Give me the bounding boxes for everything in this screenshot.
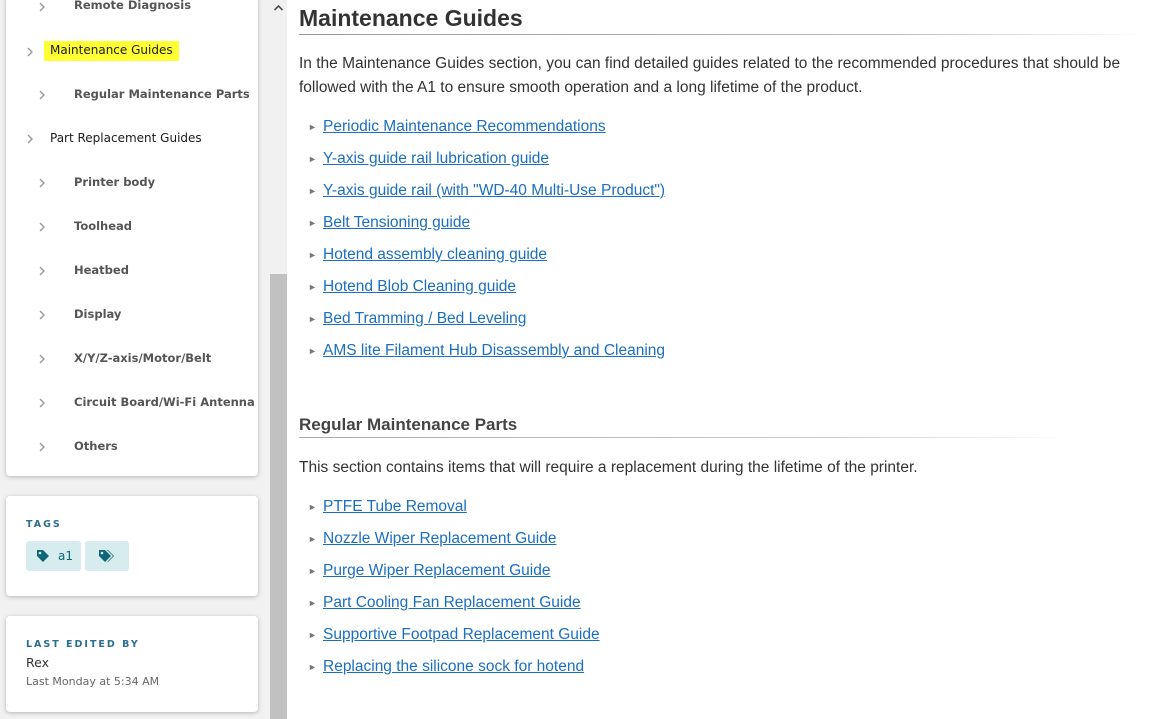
bullet-icon: ► xyxy=(308,346,317,356)
guide-link[interactable]: Hotend assembly cleaning guide xyxy=(323,246,548,263)
intro-paragraph: In the Maintenance Guides section, you can find detailed guides related to the recommended procedures that should be followed with the A1 to ensure smooth operation and a long lifetime of the product. xyxy=(299,55,1121,96)
scrollbar-thumb[interactable] xyxy=(270,274,287,719)
tags-caption: TAGS xyxy=(26,519,62,530)
chevron-right-icon xyxy=(36,177,48,189)
editor-name: Rex xyxy=(26,655,49,670)
toc-item-label: Display xyxy=(74,307,122,321)
bullet-icon: ► xyxy=(308,502,317,512)
guide-link[interactable]: AMS lite Filament Hub Disassembly and Cleaning xyxy=(323,342,666,359)
bullet-icon: ► xyxy=(308,218,317,228)
toc-panel xyxy=(6,0,258,476)
page-title: Maintenance Guides xyxy=(299,5,523,31)
chevron-right-icon xyxy=(36,353,48,365)
toc-item-label: Others xyxy=(74,439,118,453)
chevron-right-icon xyxy=(36,265,48,277)
toc-item-label: Circuit Board/Wi-Fi Antenna xyxy=(74,395,255,409)
toc-item-remote-diagnosis[interactable] xyxy=(6,0,258,27)
toc-item-others[interactable] xyxy=(6,427,258,467)
toc-item-label: Toolhead xyxy=(74,219,133,233)
chevron-right-icon xyxy=(24,133,36,145)
chevron-right-icon xyxy=(36,1,48,13)
section-divider xyxy=(299,437,1069,438)
scroll-up-arrow-icon[interactable] xyxy=(270,0,287,16)
bullet-icon: ► xyxy=(308,566,317,576)
toc-item-toolhead[interactable] xyxy=(6,207,258,247)
bullet-icon: ► xyxy=(308,598,317,608)
toc-item-label: Remote Diagnosis xyxy=(74,0,192,12)
toc-item-label: Maintenance Guides xyxy=(44,41,179,61)
tag-chip-label: a1 xyxy=(58,549,73,563)
bullet-icon: ► xyxy=(308,314,317,324)
tag-chip-a1[interactable] xyxy=(26,541,81,571)
toc-item-label: Heatbed xyxy=(74,263,129,277)
toc-item-display[interactable] xyxy=(6,295,258,335)
last-edited-panel xyxy=(6,616,258,712)
guide-link[interactable]: Y-axis guide rail (with "WD-40 Multi-Use Product") xyxy=(323,182,666,199)
toc-item-label: Part Replacement Guides xyxy=(50,131,202,145)
toc-item-circuit-board-wifi-antenna[interactable] xyxy=(6,383,258,423)
toc-item-printer-body[interactable] xyxy=(6,163,258,203)
part-link[interactable]: Part Cooling Fan Replacement Guide xyxy=(323,594,581,611)
tags-icon xyxy=(98,549,116,563)
guide-link[interactable]: Belt Tensioning guide xyxy=(323,214,471,231)
chevron-right-icon xyxy=(36,309,48,321)
bullet-icon: ► xyxy=(308,186,317,196)
all-tags-button[interactable] xyxy=(85,541,129,571)
tag-icon xyxy=(36,549,50,563)
part-link[interactable]: PTFE Tube Removal xyxy=(323,498,467,515)
toc-item-regular-maintenance-parts[interactable] xyxy=(6,75,258,115)
chevron-right-icon xyxy=(36,441,48,453)
guide-link[interactable]: Hotend Blob Cleaning guide xyxy=(323,278,517,295)
last-edited-caption: LAST EDITED BY xyxy=(26,639,140,650)
part-link[interactable]: Purge Wiper Replacement Guide xyxy=(323,562,551,579)
section-paragraph: This section contains items that will require a replacement during the lifetime of the printer. xyxy=(299,459,918,476)
chevron-right-icon xyxy=(24,46,36,58)
bullet-icon: ► xyxy=(308,282,317,292)
section-heading: Regular Maintenance Parts xyxy=(299,415,518,434)
bullet-icon: ► xyxy=(308,250,317,260)
toc-item-heatbed[interactable] xyxy=(6,251,258,291)
toc-item-part-replacement-guides[interactable] xyxy=(6,119,258,159)
bullet-icon: ► xyxy=(308,154,317,164)
toc-item-label: Regular Maintenance Parts xyxy=(74,87,250,101)
edited-timestamp: Last Monday at 5:34 AM xyxy=(26,675,160,688)
bullet-icon: ► xyxy=(308,630,317,640)
guide-link[interactable]: Bed Tramming / Bed Leveling xyxy=(323,310,527,327)
toc-item-maintenance-guides[interactable] xyxy=(6,31,258,71)
title-divider xyxy=(299,34,1144,35)
guide-link[interactable]: Y-axis guide rail lubrication guide xyxy=(323,150,550,167)
bullet-icon: ► xyxy=(308,662,317,672)
toc-item-label: Printer body xyxy=(74,175,156,189)
toc-item-xyz-axis-motor-belt[interactable] xyxy=(6,339,258,379)
part-link[interactable]: Replacing the silicone sock for hotend xyxy=(323,658,585,675)
bullet-icon: ► xyxy=(308,122,317,132)
bullet-icon: ► xyxy=(308,534,317,544)
chevron-right-icon xyxy=(36,397,48,409)
article-content xyxy=(287,0,1156,719)
tags-panel xyxy=(6,496,258,596)
chevron-right-icon xyxy=(36,221,48,233)
guide-link[interactable]: Periodic Maintenance Recommendations xyxy=(323,118,606,135)
toc-item-label: X/Y/Z-axis/Motor/Belt xyxy=(74,351,212,365)
chevron-right-icon xyxy=(36,89,48,101)
part-link[interactable]: Nozzle Wiper Replacement Guide xyxy=(323,530,557,547)
part-link[interactable]: Supportive Footpad Replacement Guide xyxy=(323,626,600,643)
